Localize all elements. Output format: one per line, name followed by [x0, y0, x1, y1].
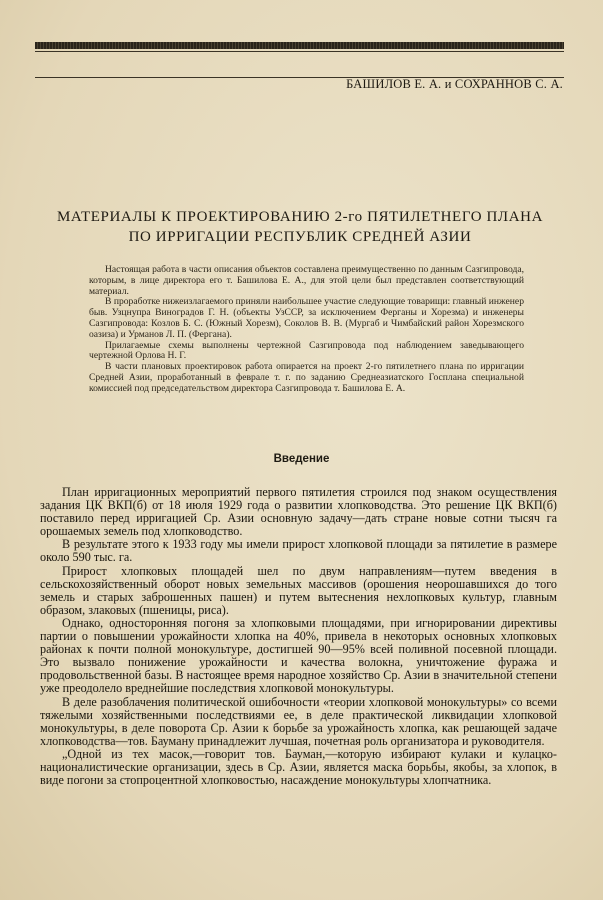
preface-paragraph: В части плановых проектировок работа опирается на проект 2-го пятилетнего плана по ирригации Средней Азии, проработанный в феврале т. г. по заданию Среднеазиатского Госплана специальной комиссией под председательством директора Сазгипровода т. Башилова Е. А. [89, 361, 524, 394]
preface-paragraph: Прилагаемые схемы выполнены чертежной Сазгипровода под наблюдением заведывающего чертежной Орлова Н. Г. [89, 339, 524, 362]
top-thin-rule [35, 51, 564, 52]
section-heading: Введение [273, 453, 330, 465]
body-paragraph: „Одной из тех масок,—говорит тов. Бауман,—которую избирают кулаки и кулацко-националистические организации, здесь в Ср. Азии, является маска борьбы, якобы, за хлопок, в виде погони за стопроцентной хлопковостью, насаждение монокультуры хлопчатника. [40, 746, 557, 788]
preface-paragraph: Настоящая работа в части описания объектов составлена преимущественно по данным Сазгипровода, которым, в лице директора его т. Башилова Е. А., для этой цели был представлен соответствующий материал. [89, 264, 524, 297]
preface-note [89, 265, 524, 395]
header-authors: БАШИЛОВ Е. А. и СОХРАННОВ С. А. [346, 77, 563, 91]
title-line-2: ПО ИРРИГАЦИИ РЕСПУБЛИК СРЕДНЕЙ АЗИИ [128, 229, 472, 245]
body-paragraph: План ирригационных мероприятий первого пятилетия строился под знаком осуществления задания ЦК ВКП(б) от 18 июля 1929 года о развитии хлопководства. Это решение ЦК ВКП(б) поставило перед ирригацией Ср. Азии основную задачу—дать стране новые сотни тысяч га орошаемых земель под хлопководство. [40, 485, 557, 539]
body-paragraph: В результате этого к 1933 году мы имели прирост хлопковой площади за пятилетие в размере около 590 тыс. га. [40, 537, 557, 565]
body-text [40, 486, 557, 787]
body-paragraph: Прирост хлопковых площадей шел по двум направлениям—путем введения в сельскохозяйственный оборот новых земельных массивов (орошения неорошавшихся до того земель и старых заброшенных пашен) и путем вытеснения нехлопковых культур, главным образом, злаковых (пшеницы, риса). [40, 563, 557, 617]
article-title [40, 207, 560, 247]
body-paragraph: В деле разоблачения политической ошибочности «теории хлопковой монокультуры» со всеми тяжелыми хозяйственными последствиями ее, в деле практической ликвидации хлопковой монокультуры, в деле поворота Ср. Азии к борьбе за урожайность хлопка, как решающей задаче хлопководства—тов. Бауману принадлежит лучшая, почетная роль организатора и руководителя. [40, 694, 557, 748]
title-line-1: МАТЕРИАЛЫ К ПРОЕКТИРОВАНИЮ 2-го ПЯТИЛЕТНЕГО ПЛАНА [56, 209, 543, 225]
top-ornamental-rule [35, 42, 564, 49]
preface-paragraph: В проработке нижеизлагаемого приняли наибольшее участие следующие товарищи: главный инженер быв. Узцнупра Виноградов Г. Н. (объекты УзССР, за исключением Ферганы и Хорезма) и инженеры Сазгипровода: Козлов Б. С. (Южный Хорезм), Соколов В. В. (Мургаб и Чимбайский район Хорезмского оазиза) и Урманов Л. П. (Фергана). [89, 296, 524, 340]
body-paragraph: Однако, односторонняя погоня за хлопковыми площадями, при игнорировании директивы партии о повышении урожайности хлопка на 40%, привела в некоторых основных хлопковых районах к почти полной монокультуре, достигшей 90—95% всей поливной посевной площади. Это вызвало понижение урожайности и качества волокна, уничтожение фуража и продовольственной базы. В настоящее время народное хозяйство Ср. Азии в значительной степени уже преодолело вреднейшие последствия хлопковой монокультуры. [40, 615, 557, 696]
